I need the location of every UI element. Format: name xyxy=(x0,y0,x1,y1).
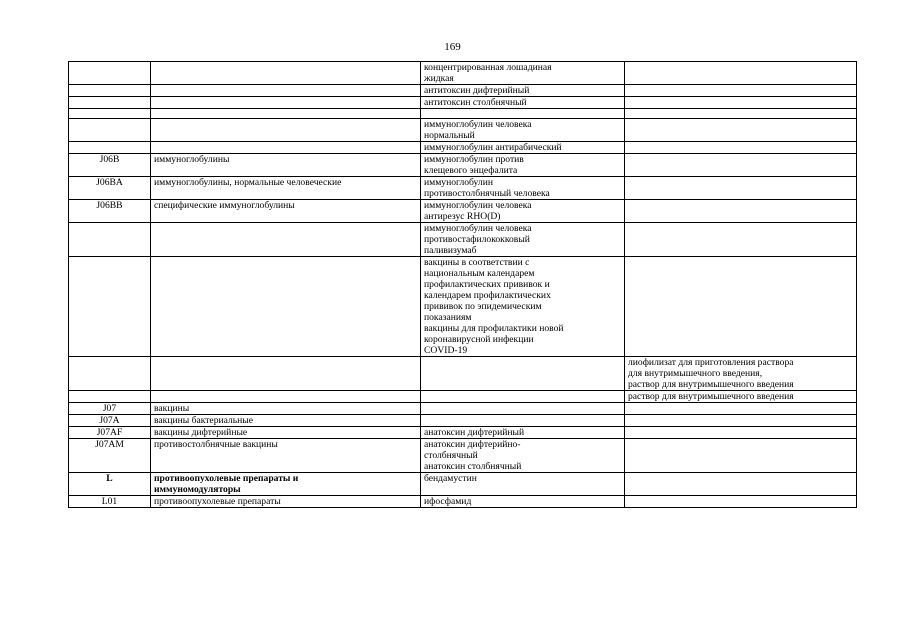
atc-code-cell: J07A xyxy=(69,415,151,427)
dosage-form-cell xyxy=(625,177,857,200)
table-row xyxy=(69,109,857,119)
drug-name-cell: антитоксин столбнячный xyxy=(421,97,625,109)
group-name-cell xyxy=(151,97,421,109)
group-name-cell xyxy=(151,109,421,119)
atc-code-cell: J07AF xyxy=(69,427,151,439)
atc-code-cell xyxy=(69,142,151,154)
atc-code-cell xyxy=(69,62,151,85)
table-row xyxy=(69,473,857,496)
dosage-form-cell xyxy=(625,415,857,427)
table-row xyxy=(69,97,857,109)
atc-code-cell: J07AM xyxy=(69,439,151,473)
group-name-cell: вакцины xyxy=(151,403,421,415)
dosage-form-cell: лиофилизат для приготовления раствора для внутримышечного введения, раствор для внутримышечного введения xyxy=(625,357,857,391)
dosage-form-cell xyxy=(625,119,857,142)
drug-name-cell: вакцины в соответствии с национальным календарем профилактических прививок и календарем профилактических прививок по эпидемическим показаниям вакцины для профилактики новой коронавирусной инфекции COVID-19 xyxy=(421,257,625,357)
drug-table xyxy=(68,61,857,508)
table-row xyxy=(69,415,857,427)
table-row xyxy=(69,62,857,85)
atc-code-cell xyxy=(69,109,151,119)
drug-name-cell: иммуноглобулин человека антирезус RHO(D) xyxy=(421,200,625,223)
dosage-form-cell xyxy=(625,142,857,154)
group-name-cell: противоопухолевые препараты xyxy=(151,496,421,508)
atc-code-cell: L01 xyxy=(69,496,151,508)
group-name-cell: противоопухолевые препараты и иммуномодуляторы xyxy=(151,473,421,496)
group-name-cell xyxy=(151,357,421,391)
dosage-form-cell xyxy=(625,473,857,496)
dosage-form-cell xyxy=(625,85,857,97)
group-name-cell xyxy=(151,119,421,142)
table-row xyxy=(69,223,857,257)
dosage-form-cell xyxy=(625,257,857,357)
drug-name-cell: иммуноглобулин антирабический xyxy=(421,142,625,154)
atc-code-cell xyxy=(69,97,151,109)
atc-code-cell: J06BB xyxy=(69,200,151,223)
dosage-form-cell xyxy=(625,200,857,223)
dosage-form-cell xyxy=(625,403,857,415)
drug-name-cell xyxy=(421,357,625,391)
table-row xyxy=(69,154,857,177)
table-row xyxy=(69,85,857,97)
dosage-form-cell xyxy=(625,439,857,473)
drug-name-cell: иммуноглобулин против клещевого энцефалита xyxy=(421,154,625,177)
dosage-form-cell xyxy=(625,223,857,257)
table-row xyxy=(69,119,857,142)
drug-name-cell: анатоксин дифтерийно- столбнячный анатоксин столбнячный xyxy=(421,439,625,473)
table-row xyxy=(69,200,857,223)
table-row xyxy=(69,427,857,439)
dosage-form-cell xyxy=(625,427,857,439)
group-name-cell xyxy=(151,85,421,97)
table-row xyxy=(69,403,857,415)
drug-name-cell: иммуноглобулин противостолбнячный человека xyxy=(421,177,625,200)
dosage-form-cell xyxy=(625,97,857,109)
atc-code-cell xyxy=(69,119,151,142)
group-name-cell: вакцины бактериальные xyxy=(151,415,421,427)
dosage-form-cell: раствор для внутримышечного введения xyxy=(625,391,857,403)
table-row xyxy=(69,357,857,391)
drug-name-cell: иммуноглобулин человека нормальный xyxy=(421,119,625,142)
atc-code-cell xyxy=(69,257,151,357)
group-name-cell: противостолбнячные вакцины xyxy=(151,439,421,473)
group-name-cell: вакцины дифтерийные xyxy=(151,427,421,439)
group-name-cell xyxy=(151,142,421,154)
group-name-cell xyxy=(151,223,421,257)
drug-name-cell xyxy=(421,109,625,119)
group-name-cell: иммуноглобулины, нормальные человеческие xyxy=(151,177,421,200)
table-row xyxy=(69,496,857,508)
atc-code-cell: J06BA xyxy=(69,177,151,200)
atc-code-cell xyxy=(69,85,151,97)
dosage-form-cell xyxy=(625,154,857,177)
drug-name-cell xyxy=(421,415,625,427)
table-row xyxy=(69,142,857,154)
table-row xyxy=(69,391,857,403)
atc-code-cell: L xyxy=(69,473,151,496)
drug-name-cell: ифосфамид xyxy=(421,496,625,508)
group-name-cell xyxy=(151,391,421,403)
atc-code-cell xyxy=(69,357,151,391)
dosage-form-cell xyxy=(625,62,857,85)
drug-name-cell xyxy=(421,391,625,403)
atc-code-cell: J07 xyxy=(69,403,151,415)
drug-name-cell: анатоксин дифтерийный xyxy=(421,427,625,439)
atc-code-cell: J06B xyxy=(69,154,151,177)
group-name-cell xyxy=(151,62,421,85)
drug-name-cell xyxy=(421,403,625,415)
drug-name-cell: антитоксин дифтерийный xyxy=(421,85,625,97)
drug-name-cell: бендамустин xyxy=(421,473,625,496)
group-name-cell xyxy=(151,257,421,357)
group-name-cell: иммуноглобулины xyxy=(151,154,421,177)
dosage-form-cell xyxy=(625,496,857,508)
drug-name-cell: концентрированная лошадиная жидкая xyxy=(421,62,625,85)
table-row xyxy=(69,257,857,357)
atc-code-cell xyxy=(69,223,151,257)
table-row xyxy=(69,177,857,200)
group-name-cell: специфические иммуноглобулины xyxy=(151,200,421,223)
drug-name-cell: иммуноглобулин человека противостафилококковый паливизумаб xyxy=(421,223,625,257)
table-row xyxy=(69,439,857,473)
dosage-form-cell xyxy=(625,109,857,119)
atc-code-cell xyxy=(69,391,151,403)
page-number: 169 xyxy=(444,41,461,53)
